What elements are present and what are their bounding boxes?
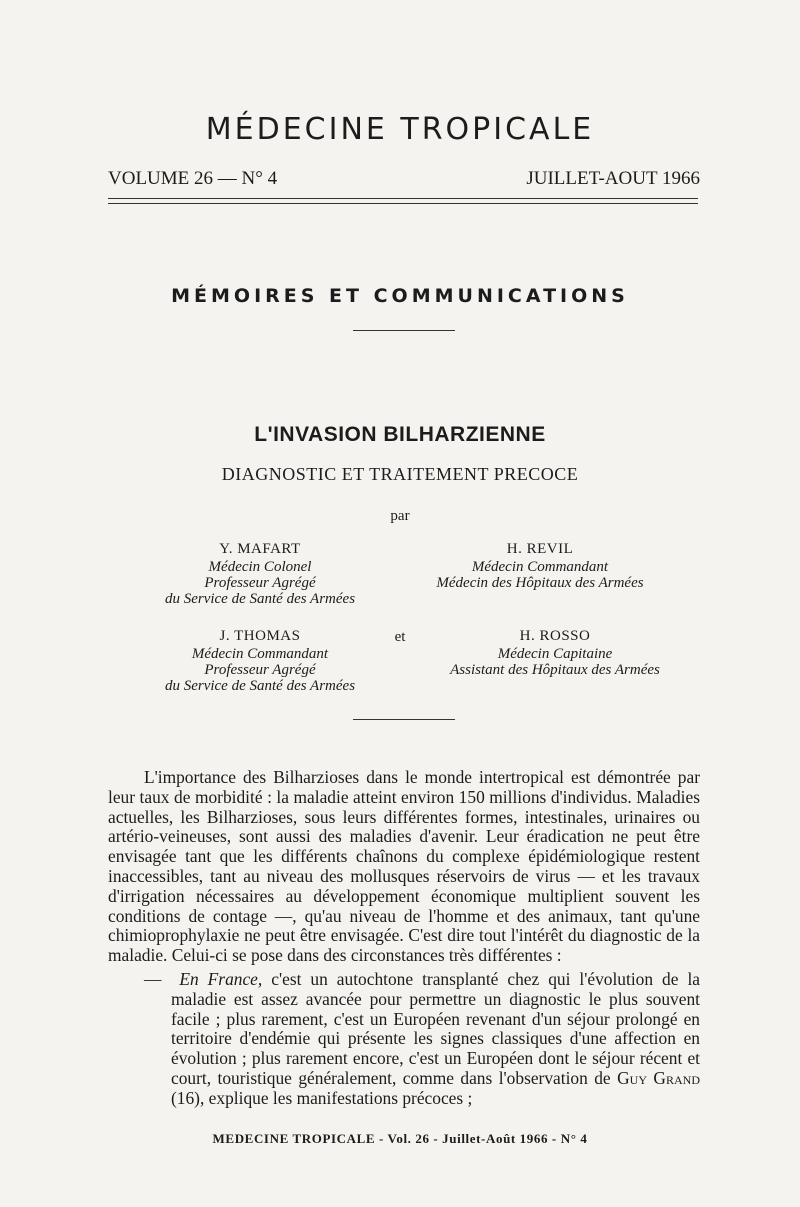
author-role: du Service de Santé des Armées (164, 591, 356, 607)
author-role: Médecin Colonel (208, 559, 312, 575)
author-block (420, 628, 690, 678)
issue-date: JUILLET-AOUT 1966 (526, 168, 700, 189)
journal-title: MÉDECINE TROPICALE (205, 112, 595, 147)
body-paragraph: L'importance des Bilharzioses dans le monde intertropical est démontrée par leur taux de morbidité : la maladie atteint environ 150 millions d'individus. Maladies actuelles, les Bilharzioses, sous leurs différentes formes, intestinales, urinaires ou artério-veineuses, sont aussi des maladies d'avenir. Leur éradication ne peut être envisagée tant que les différents chaînons du complexe épidémiologique restent inaccessibles, tant au niveau des mollusques réservoirs de virus — et les travaux d'irrigation nécessaires au développement économique multiplient souvent les conditions de contage —, qu'au niveau de l'homme et des animaux, tant qu'une chimioprophylaxie ne peut être envisagée. C'est dire tout l'intérêt du diagnostic de la maladie. Celui-ci se pose dans des circonstances très différentes : (108, 767, 700, 966)
author-role: Médecin Commandant (471, 559, 609, 575)
author-name: J. THOMAS (219, 628, 301, 644)
list-item (144, 968, 700, 1109)
author-conjunction: et (394, 629, 406, 645)
author-name: H. REVIL (506, 541, 574, 557)
author-role: Médecin Commandant (191, 646, 329, 662)
author-name: Y. MAFART (219, 541, 301, 557)
item-text: (16), explique les manifestations précoces ; (171, 1087, 473, 1108)
page-footer: MEDECINE TROPICALE - Vol. 26 - Juillet-Août 1966 - N° 4 (212, 1131, 588, 1146)
cited-author: Guy Grand (617, 1067, 700, 1088)
authors-divider (353, 719, 455, 720)
section-heading: MÉMOIRES ET COMMUNICATIONS (171, 285, 629, 307)
section-divider (353, 330, 455, 331)
item-dash: — (144, 968, 162, 989)
article-title: L'INVASION BILHARZIENNE (254, 423, 546, 446)
item-lead: En France, (179, 968, 263, 989)
author-name: H. ROSSO (519, 628, 591, 644)
item-text: c'est un autochtone transplanté chez qui l'évolution de la maladie est assez avancée pour permettre un diagnostic le plus souvent facile ; plus rarement, c'est un Européen revenant d'un séjour prolongé en territoire d'endémie qui présente les signes classiques d'une affection en évolution ; plus rarement encore, c'est un Européen dont le séjour récent et court, touristique généralement, comme dans l'observation de (171, 968, 700, 1088)
byline-par: par (390, 508, 410, 524)
author-role: Médecin Capitaine (497, 646, 613, 662)
header-rule (108, 198, 698, 204)
author-role: du Service de Santé des Armées (164, 678, 356, 694)
author-role: Professeur Agrégé (204, 575, 316, 591)
author-block (420, 541, 660, 591)
volume-number: VOLUME 26 — N° 4 (108, 168, 278, 189)
author-block (140, 628, 380, 694)
author-block (140, 541, 380, 607)
article-body (108, 768, 700, 1109)
article-subtitle: DIAGNOSTIC ET TRAITEMENT PRECOCE (221, 464, 579, 484)
author-role: Assistant des Hôpitaux des Armées (450, 662, 660, 678)
author-role: Professeur Agrégé (204, 662, 316, 678)
author-role: Médecin des Hôpitaux des Armées (436, 575, 644, 591)
